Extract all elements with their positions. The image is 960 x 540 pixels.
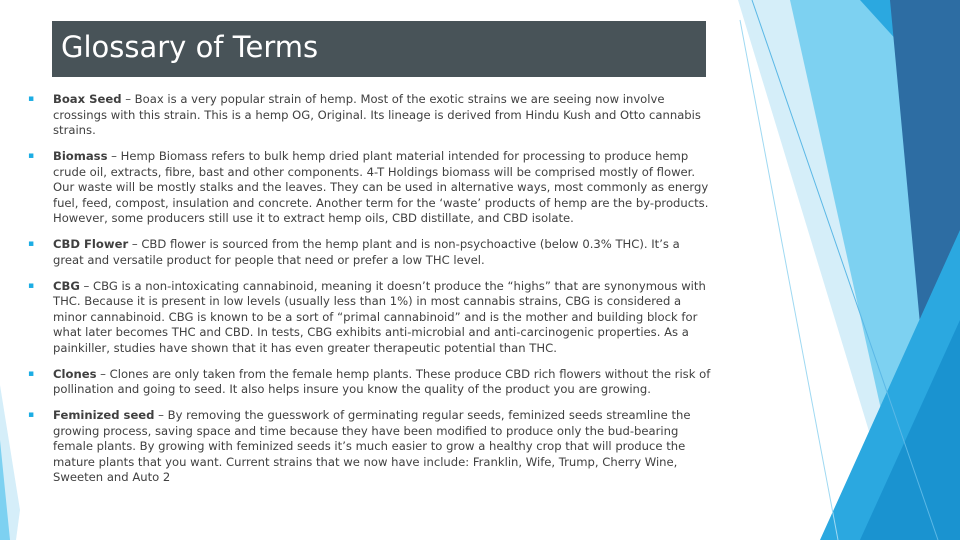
- term-definition: – Boax is a very popular strain of hemp. Most of the exotic strains we are seeing now involve crossings with this strain. This is a hemp OG, Original. Its lineage is derived from Hindu Kush and Otto cannabis strains.: [53, 92, 701, 137]
- term-name: CBG: [53, 278, 80, 293]
- bullet-icon: ▪: [28, 280, 35, 291]
- glossary-list: [28, 92, 712, 496]
- term-definition: – Clones are only taken from the female hemp plants. These produce CBD rich flowers without the risk of pollination and going to seed. It also helps insure you know the quality of the product you are growing.: [53, 366, 711, 396]
- term-name: Boax Seed: [53, 92, 122, 106]
- term-definition: – By removing the guesswork of germinating regular seeds, feminized seeds streamline the growing process, saving space and time because they have been modified to produce only the bud-bearing female plants. By growing with feminized seeds it’s much easier to grow a healthy crop that will produce the mature plants that you want. Current strains that we now have include: Franklin, Wife, Trump, Cherry Wine, Sweeten and Auto 2: [53, 408, 691, 484]
- bullet-icon: ▪: [28, 151, 35, 161]
- bullet-icon: ▪: [28, 239, 35, 249]
- term-name: Clones: [53, 366, 97, 381]
- bullet-icon: ▪: [28, 94, 35, 104]
- term-definition: – CBG is a non-intoxicating cannabinoid, meaning it doesn’t produce the “highs” that are synonymous with THC. Because it is present in low levels (usually less than 1%) in most cannabis strains, CBG is considered a minor cannabinoid. CBG is known to be a sort of “primal cannabinoid” and is the mother and building block for what later becomes THC and CBD. In tests, CBG exhibits anti-microbial and anti-carcinogenic properties. As a painkiller, studies have shown that it has even greater therapeutic potential than THC.: [53, 278, 706, 355]
- glossary-item: [28, 279, 712, 357]
- title-bar: [52, 21, 706, 77]
- glossary-item: [28, 367, 712, 398]
- glossary-item: [28, 92, 712, 139]
- term-definition: – CBD flower is sourced from the hemp plant and is non-psychoactive (below 0.3% THC). It’s a great and versatile product for people that need or prefer a low THC level.: [53, 237, 680, 267]
- page-title: Glossary of Terms: [61, 30, 319, 64]
- glossary-item: [28, 149, 712, 227]
- bullet-icon: ▪: [28, 368, 35, 379]
- glossary-item: [28, 237, 712, 268]
- term-definition: – Hemp Biomass refers to bulk hemp dried plant material intended for processing to produce hemp crude oil, extracts, fibre, bast and other components. 4-T Holdings biomass will be comprised mostly of flower. Our waste will be mostly stalks and the leaves. They can be used in alternative ways, most commonly as energy fuel, feed, compost, insulation and concrete. Another term for the ‘waste’ products of hemp are the by-products. However, some producers still use it to extract hemp oils, CBD distillate, and CBD isolate.: [53, 149, 709, 225]
- term-name: Feminized seed: [53, 408, 155, 422]
- term-name: CBD Flower: [53, 237, 129, 251]
- term-name: Biomass: [53, 149, 108, 163]
- bullet-icon: ▪: [28, 410, 35, 420]
- glossary-item: [28, 408, 712, 486]
